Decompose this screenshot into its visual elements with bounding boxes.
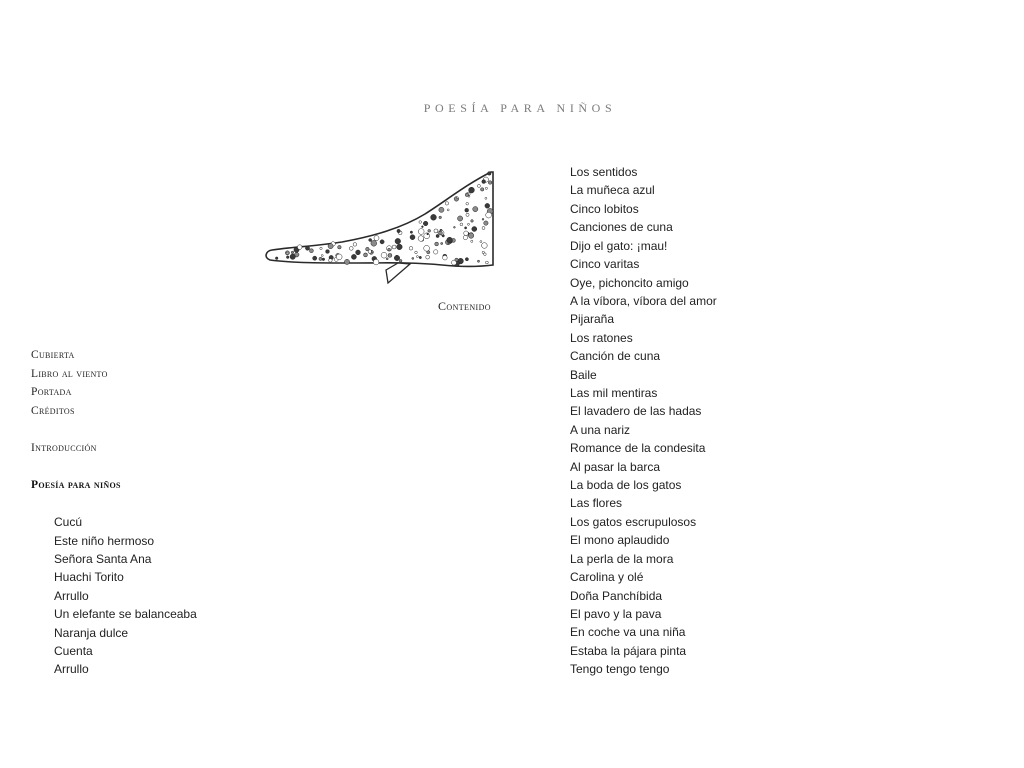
toc-link-poem[interactable]: Este niño hermoso	[54, 534, 155, 548]
toc-link-poem[interactable]: Señora Santa Ana	[54, 552, 152, 566]
toc-link-poem[interactable]: Canción de cuna	[570, 349, 661, 363]
toc-link-introduccion[interactable]: Introducción	[31, 442, 97, 454]
toc-link-poem[interactable]: Oye, pichoncito amigo	[570, 276, 689, 290]
toc-link-poem[interactable]: Las mil mentiras	[570, 386, 658, 400]
toc-link-poem[interactable]: Naranja dulce	[54, 626, 129, 640]
toc-link-poem[interactable]: Los gatos escrupulosos	[570, 515, 697, 529]
toc-link-poem[interactable]: Tengo tengo tengo	[570, 662, 670, 676]
toc-link-poem[interactable]: Los ratones	[570, 331, 633, 345]
toc-link-poem[interactable]: Dijo el gato: ¡mau!	[570, 239, 668, 253]
toc-link-poem[interactable]: Pijaraña	[570, 312, 615, 326]
toc-link-poem[interactable]: Al pasar la barca	[570, 460, 661, 474]
toc-link-poem[interactable]: A una nariz	[570, 423, 631, 437]
toc-link-poem[interactable]: Cuenta	[54, 644, 93, 658]
toc-link-poem[interactable]: Baile	[570, 368, 597, 382]
toc-link-poem[interactable]: La boda de los gatos	[570, 478, 682, 492]
toc-link-poem[interactable]: El lavadero de las hadas	[570, 404, 702, 418]
toc-link-creditos[interactable]: Créditos	[31, 405, 75, 417]
toc-link-poem[interactable]: Las flores	[570, 496, 623, 510]
toc-link-cubierta[interactable]: Cubierta	[31, 349, 75, 361]
toc-link-poem[interactable]: En coche va una niña	[570, 625, 686, 639]
toc-link-poem[interactable]: El mono aplaudido	[570, 533, 670, 547]
toc-link-poem[interactable]: A la víbora, víbora del amor	[570, 294, 717, 308]
toc-link-poem[interactable]: Cinco varitas	[570, 257, 640, 271]
toc-link-poem[interactable]: Estaba la pájara pinta	[570, 644, 687, 658]
toc-link-libro-al-viento[interactable]: Libro al viento	[31, 368, 108, 380]
spotted-wing-illustration	[262, 170, 498, 288]
toc-link-poem[interactable]: Doña Panchíbida	[570, 589, 663, 603]
contents-heading: Contenido	[438, 299, 491, 313]
toc-link-poem[interactable]: La perla de la mora	[570, 552, 674, 566]
toc-link-poem[interactable]: Arrullo	[54, 662, 89, 676]
toc-link-poem[interactable]: Arrullo	[54, 589, 89, 603]
toc-link-poem[interactable]: Romance de la condesita	[570, 441, 706, 455]
toc-link-poem[interactable]: Huachi Torito	[54, 570, 124, 584]
toc-link-poesia-para-ninos[interactable]: Poesía para niños	[31, 479, 121, 491]
running-title: POESÍA PARA NIÑOS	[423, 101, 617, 115]
toc-link-poem[interactable]: Carolina y olé	[570, 570, 644, 584]
toc-link-poem[interactable]: La muñeca azul	[570, 183, 655, 197]
toc-link-poem[interactable]: Cinco lobitos	[570, 202, 639, 216]
toc-link-poem[interactable]: Cucú	[54, 515, 83, 529]
toc-link-poem[interactable]: El pavo y la pava	[570, 607, 662, 621]
illustration-stroke	[386, 263, 410, 283]
toc-link-poem[interactable]: Un elefante se balanceaba	[54, 607, 197, 621]
toc-link-poem[interactable]: Canciones de cuna	[570, 220, 673, 234]
toc-link-portada[interactable]: Portada	[31, 386, 72, 398]
toc-link-poem[interactable]: Los sentidos	[570, 165, 638, 179]
